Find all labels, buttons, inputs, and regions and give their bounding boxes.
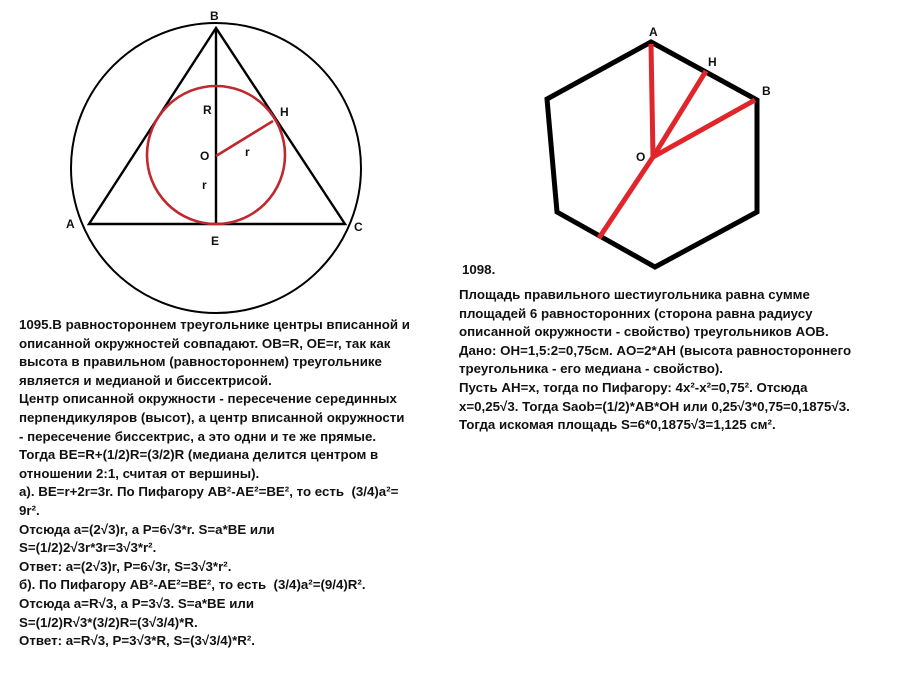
text-line: Дано: OH=1,5:2=0,75см. AO=2*AH (высота равностороннего: [459, 342, 852, 358]
label-r-radius: r: [245, 145, 250, 159]
text-line: перпендикуляров (высот), а центр вписанной окружности: [19, 409, 405, 425]
text-line: Ответ: a=(2√3)r, P=6√3r, S=3√3*r².: [19, 558, 232, 574]
text-line: описанной окружностей совпадают. OB=R, OE=r, так как: [19, 335, 391, 351]
text-line: 1095.В равностороннем треугольнике центры вписанной и: [19, 317, 410, 332]
label-A: A: [66, 217, 75, 231]
text-line: высота в правильном (равностороннем) треугольнике: [19, 354, 382, 370]
text-line: Площадь правильного шестиугольника равна сумме: [459, 287, 810, 302]
label-E: E: [211, 234, 220, 248]
label-hex-B: B: [762, 84, 771, 98]
text-line: площадей 6 равносторонних (сторона равна радиусу: [459, 305, 813, 321]
text-line: отношении 2:1, считая от вершины).: [19, 465, 260, 481]
text-line: Тогда искомая площадь S=6*0,1875√3=1,125 см².: [459, 417, 776, 433]
text-line: б). По Пифагору AB²-AE²=BE², то есть (3/4)a²=(9/4)R².: [19, 577, 366, 593]
text-line: Отсюда a=(2√3)r, а P=6√3*r. S=a*BE или: [19, 521, 275, 537]
label-O: O: [200, 149, 210, 163]
radius-O-lower: [599, 157, 653, 238]
text-line: - пересечение биссектрис, а это одни и те же прямые.: [19, 428, 377, 444]
text-line: треугольника - его медиана - свойство).: [459, 361, 723, 377]
text-line: S=(1/2)R√3*(3/2)R=(3√3/4)*R.: [19, 614, 198, 630]
figure-1098: [547, 25, 771, 267]
label-B: B: [210, 9, 219, 23]
label-H: H: [280, 105, 289, 119]
solution-1098-text: [459, 286, 889, 435]
label-C: C: [354, 220, 363, 234]
text-line: Ответ: a=R√3, P=3√3*R, S=(3√3/4)*R².: [19, 633, 256, 649]
label-R: R: [203, 103, 212, 117]
text-line: описанной окружности - свойство) треугольников AOB.: [459, 324, 829, 340]
figure-1095: [66, 9, 363, 313]
label-hex-A: A: [649, 25, 658, 39]
text-line: является и медианой и биссектрисой.: [19, 372, 272, 388]
label-hex-O: O: [636, 150, 646, 164]
radius-OA: [651, 44, 653, 157]
label-r-vertical: r: [202, 178, 207, 192]
text-line: Пусть AH=x, тогда по Пифагору: 4x²-x²=0,75². Отсюда: [459, 379, 808, 395]
text-line: S=(1/2)2√3r*3r=3√3*r².: [19, 540, 157, 556]
text-line: x=0,25√3. Тогда Saob=(1/2)*AB*OH или 0,25√3*0,75=0,1875√3.: [459, 398, 850, 414]
text-line: Отсюда a=R√3, а P=3√3. S=a*BE или: [19, 595, 254, 611]
solution-1095-text: [19, 316, 444, 651]
text-line: 9r².: [19, 502, 40, 518]
label-hex-H: H: [708, 55, 717, 69]
text-line: а). BE=r+2r=3r. По Пифагору AB²-AE²=BE², то есть (3/4)a²=: [19, 484, 399, 500]
text-line: Центр описанной окружности - пересечение серединных: [19, 391, 397, 407]
problem-1098-title: 1098.: [462, 262, 496, 277]
text-line: Тогда BE=R+(1/2)R=(3/2)R (медиана делится центром в: [19, 447, 379, 463]
